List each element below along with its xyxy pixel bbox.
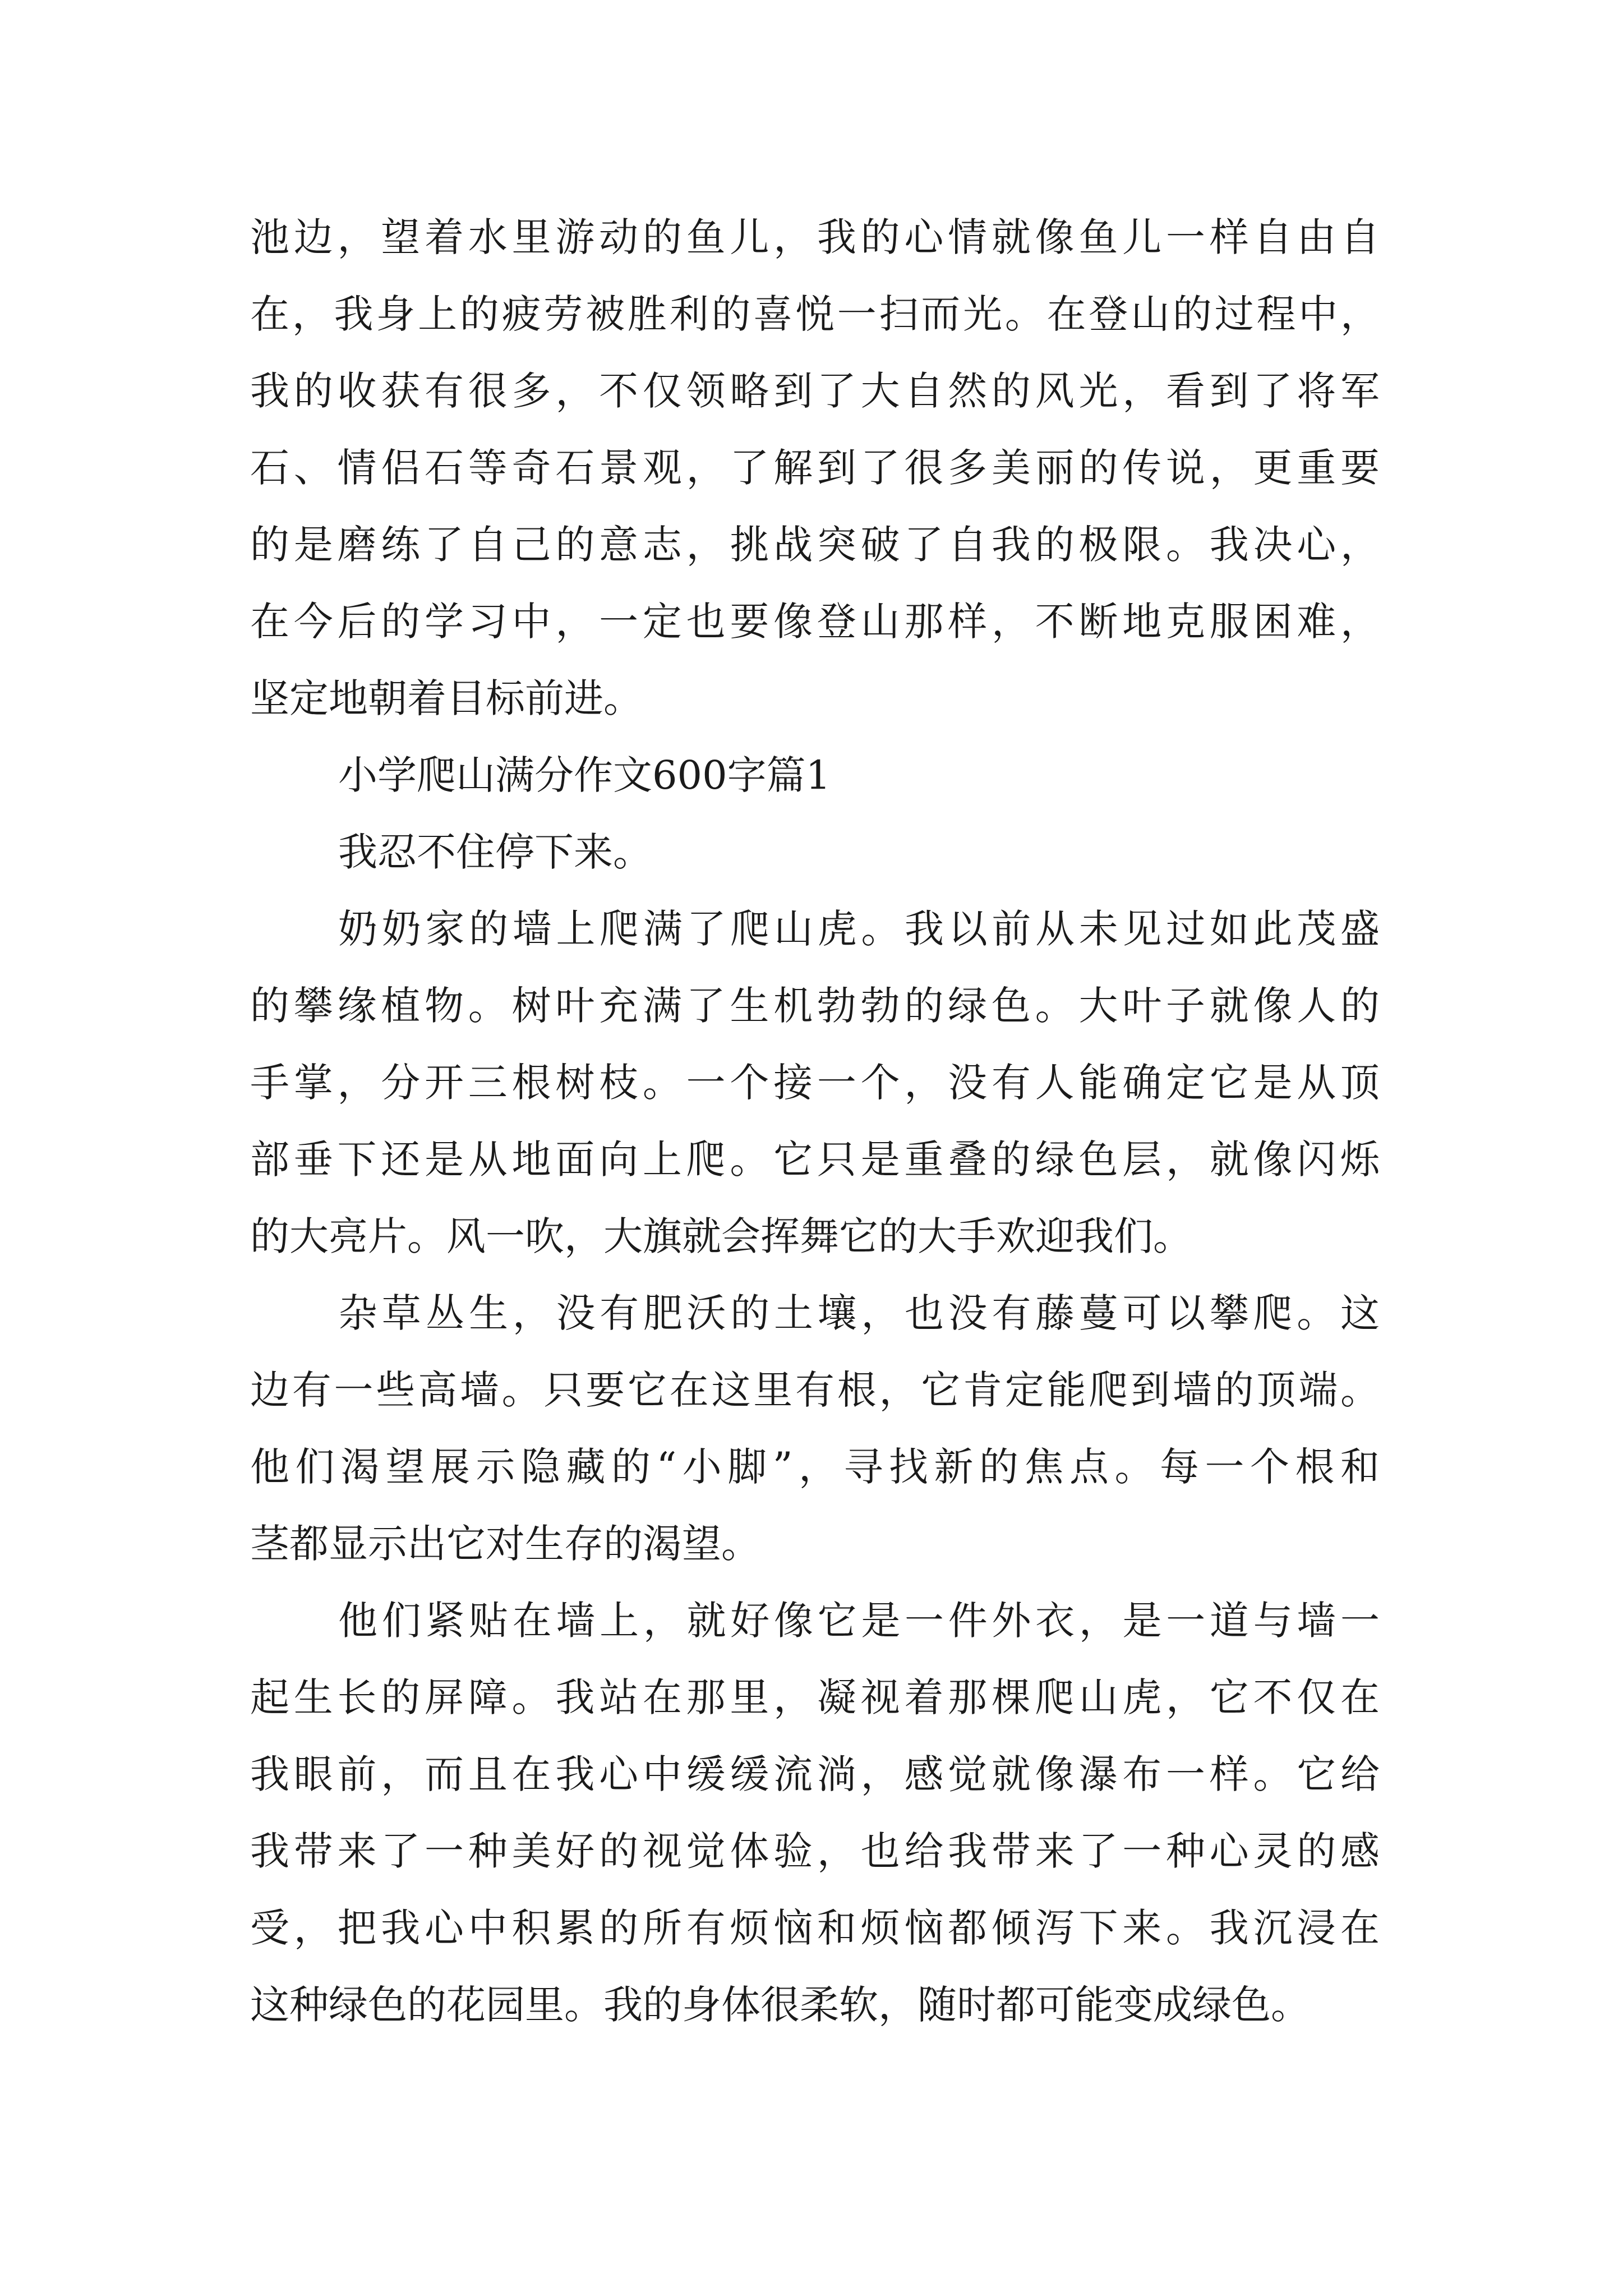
intro-paragraph (250, 199, 1380, 737)
text-line: 他们渴望展示隐藏的“小脚”，寻找新的焦点。每一个根和 (250, 1444, 1380, 1490)
text-line: 的是磨练了自己的意志，挑战突破了自我的极限。我决心， (250, 522, 1380, 568)
text-line: 他们紧贴在墙上，就好像它是一件外衣，是一道与墙一 (338, 1598, 1380, 1644)
text-line: 在，我身上的疲劳被胜利的喜悦一扫而光。在登山的过程中， (250, 291, 1380, 337)
text-line: 在今后的学习中，一定也要像登山那样，不断地克服困难， (250, 599, 1380, 645)
text-line: 受，把我心中积累的所有烦恼和烦恼都倾泻下来。我沉浸在 (250, 1905, 1380, 1951)
text-column (250, 199, 1380, 2044)
text-line: 手掌，分开三根树枝。一个接一个，没有人能确定它是从顶 (250, 1060, 1380, 1106)
text-line: 这种绿色的花园里。我的身体很柔软，随时都可能变成绿色。 (250, 1982, 1310, 2028)
text-line: 起生长的屏障。我站在那里，凝视着那棵爬山虎，它不仅在 (250, 1674, 1380, 1720)
text-line: 我忍不住停下来。 (338, 829, 652, 875)
paragraph-2 (250, 891, 1380, 1275)
text-line: 的大亮片。风一吹，大旗就会挥舞它的大手欢迎我们。 (250, 1213, 1192, 1259)
text-line: 杂草丛生，没有肥沃的土壤，也没有藤蔓可以攀爬。这 (338, 1290, 1380, 1336)
text-line: 的攀缘植物。树叶充满了生机勃勃的绿色。大叶子就像人的 (250, 983, 1380, 1029)
text-line: 我的收获有很多，不仅领略到了大自然的风光，看到了将军 (250, 368, 1380, 414)
text-line: 池边，望着水里游动的鱼儿，我的心情就像鱼儿一样自由自 (250, 214, 1380, 260)
paragraph-3 (250, 1275, 1380, 1582)
text-line: 部垂下还是从地面向上爬。它只是重叠的绿色层，就像闪烁 (250, 1137, 1380, 1182)
paragraph-1 (250, 814, 1380, 891)
text-line: 坚定地朝着目标前进。 (250, 675, 643, 721)
text-line: 石、情侣石等奇石景观，了解到了很多美丽的传说，更重要 (250, 445, 1380, 491)
text-line: 奶奶家的墙上爬满了爬山虎。我以前从未见过如此茂盛 (338, 906, 1380, 952)
text-line: 茎都显示出它对生存的渴望。 (250, 1521, 760, 1567)
text-line: 我带来了一种美好的视觉体验，也给我带来了一种心灵的感 (250, 1828, 1380, 1874)
text-line: 我眼前，而且在我心中缓缓流淌，感觉就像瀑布一样。它给 (250, 1751, 1380, 1797)
essay-heading: 小学爬山满分作文600字篇1 (338, 752, 831, 798)
text-line: 边有一些高墙。只要它在这里有根，它肯定能爬到墙的顶端。 (250, 1367, 1380, 1413)
paragraph-4 (250, 1582, 1380, 2044)
